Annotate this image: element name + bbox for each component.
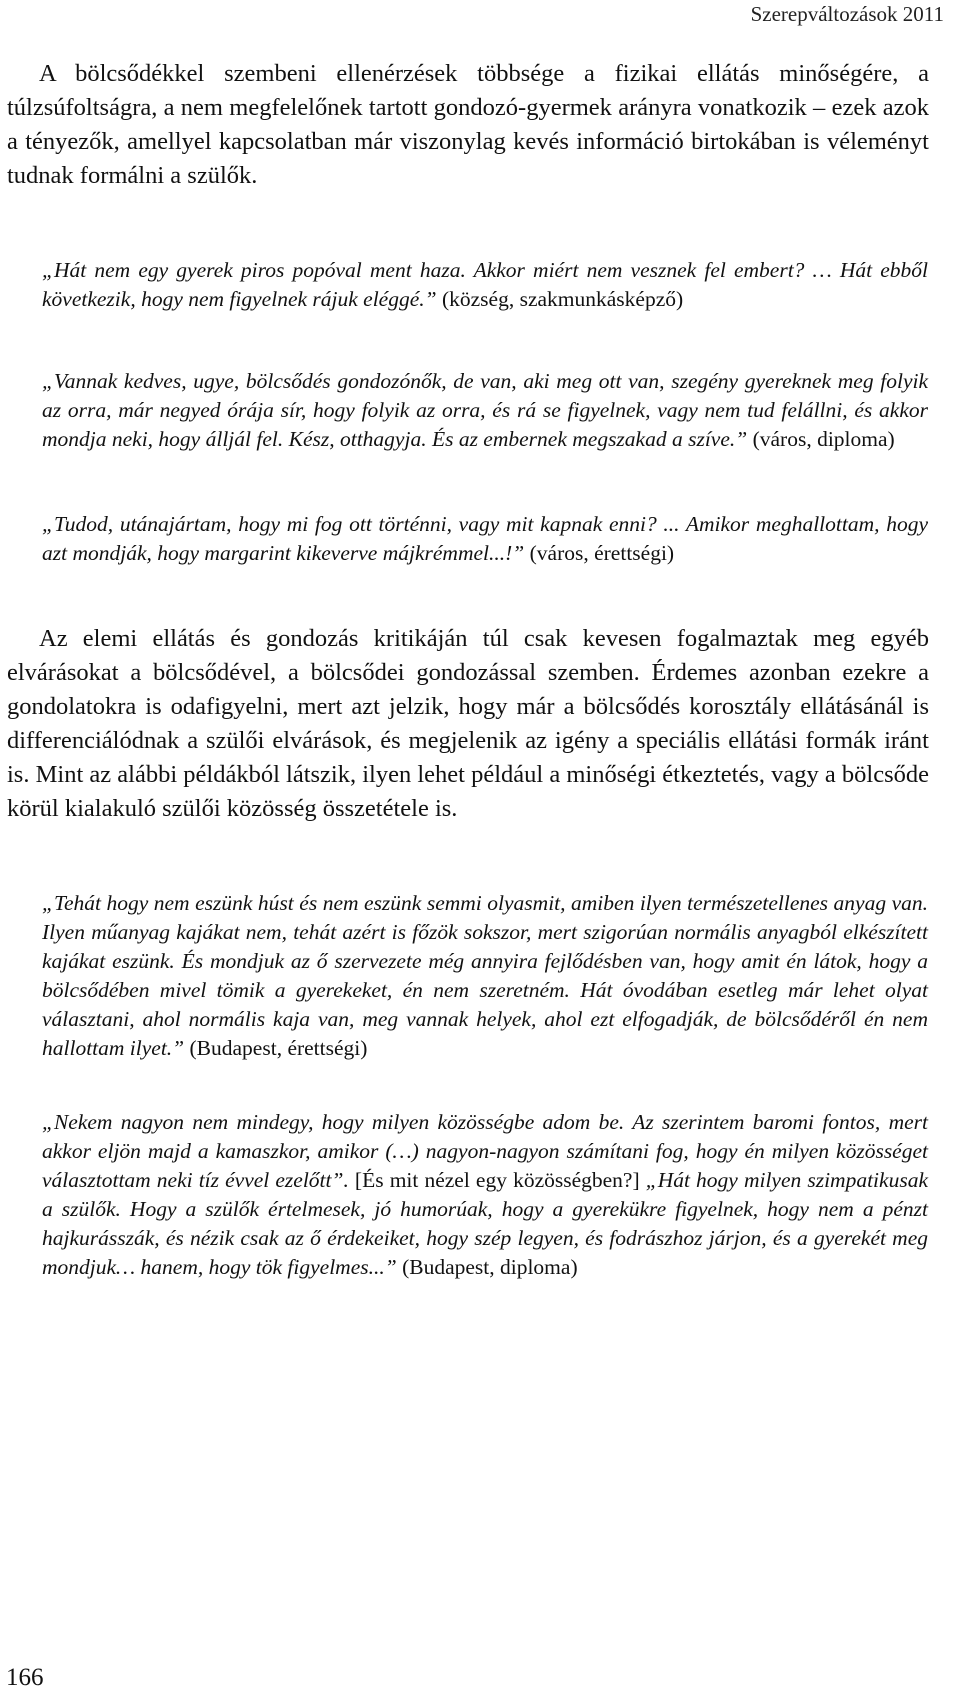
quote-5-text-1: „Nekem nagyon nem mindegy, hogy milyen közösségbe adom be. Az szerintem baromi fontos, mert akkor eljön majd a kamaszkor, amikor (…) nagyon-nagyon számítani fog, hogy én milyen közösséget választottam neki tíz évvel ezelőtt”.: [42, 1110, 928, 1192]
quote-2-source: (város, diploma): [747, 427, 895, 451]
quote-5-text-2: „Hát hogy milyen szimpatikusak a szülők. Hogy a szülők értelmesek, jó humorúak, hogy a gyerekükre figyelnek, hogy nem a pénzt hajkurásszák, és nézik csak az ő érdekeiket, hogy szép legyen, és fodrászhoz járjon, és a gyerekét meg mondjuk… hanem, hogy tök figyelmes...”: [42, 1168, 928, 1279]
body-paragraph-2: Az elemi ellátás és gondozás kritikáján túl csak kevesen fogalmaztak meg egyéb elvárásokat a bölcsődével, a bölcsődei gondozással szemben. Érdemes azonban ezekre a gondolatokra is odafigyelni, mert azt jelzik, hogy már a bölcsődés korosztály ellátásánál is differenciálódnak a szülői elvárások, és megjelenik az igény a speciális ellátási formák iránt is. Mint az alábbi példákból látszik, ilyen lehet például a minőségi étkeztetés, vagy a bölcsőde körül kialakuló szülői közösség összetétele is.: [7, 625, 929, 822]
quote-2-text: „Vannak kedves, ugye, bölcsődés gondozónők, de van, aki meg ott van, szegény gyereknek meg folyik az orra, már negyed órája sír, hogy folyik az orra, és rá se figyelnek, vagy nem tud felállni, és akkor mondja neki, hogy álljál fel. Kész, otthagyja. És az embernek megszakad a szíve.”: [42, 369, 928, 451]
running-header: Szerepváltozások 2011: [750, 2, 944, 26]
quote-3: [42, 510, 928, 568]
page-number: 166: [6, 1664, 44, 1691]
quote-5: [42, 1108, 928, 1282]
body-paragraph-1: A bölcsődékkel szembeni ellenérzések többsége a fizikai ellátás minőségére, a túlzsúfoltságra, a nem megfelelőnek tartott gondozó-gyermek arányra vonatkozik – ezek azok a tényezők, amellyel kapcsolatban már viszonylag kevés információ birtokában is véleményt tudnak formálni a szülők.: [7, 60, 929, 189]
quote-4-source: (Budapest, érettségi): [184, 1036, 368, 1060]
quote-5-source: (Budapest, diploma): [396, 1255, 578, 1279]
quote-1-text: „Hát nem egy gyerek piros popóval ment haza. Akkor miért nem vesznek fel embert? … Hát ebből következik, hogy nem figyelnek rájuk eléggé.”: [42, 258, 928, 311]
quote-2: [42, 367, 928, 454]
quote-3-text: „Tudod, utánajártam, hogy mi fog ott történni, vagy mit kapnak enni? ... Amikor meghallottam, hogy azt mondják, hogy margarint kikeverve májkrémmel...!”: [42, 512, 928, 565]
quote-4: [42, 889, 928, 1063]
quote-4-text: „Tehát hogy nem eszünk húst és nem eszünk semmi olyasmit, amiben ilyen természetellenes anyag van. Ilyen műanyag kajákat nem, tehát azért is főzök sokszor, mert szigorúan normális anyagból elkészített kajákat eszünk. És mondjuk az ő szervezete még annyira fejlődésben van, hogy amit én látok, hogy a bölcsődében mivel tömik a gyerekeket, én nem szeretném. Hát óvodában esetleg már lehet olyat választani, ahol normális kaja van, meg vannak helyek, ahol ezt elfogadják, de bölcsődéről én nem hallottam ilyet.”: [42, 891, 928, 1060]
quote-1: [42, 256, 928, 314]
quote-3-source: (város, érettségi): [524, 541, 675, 565]
quote-1-source: (község, szakmunkásképző): [436, 287, 684, 311]
quote-5-interjection: [És mit nézel egy közösségben?]: [348, 1168, 646, 1192]
